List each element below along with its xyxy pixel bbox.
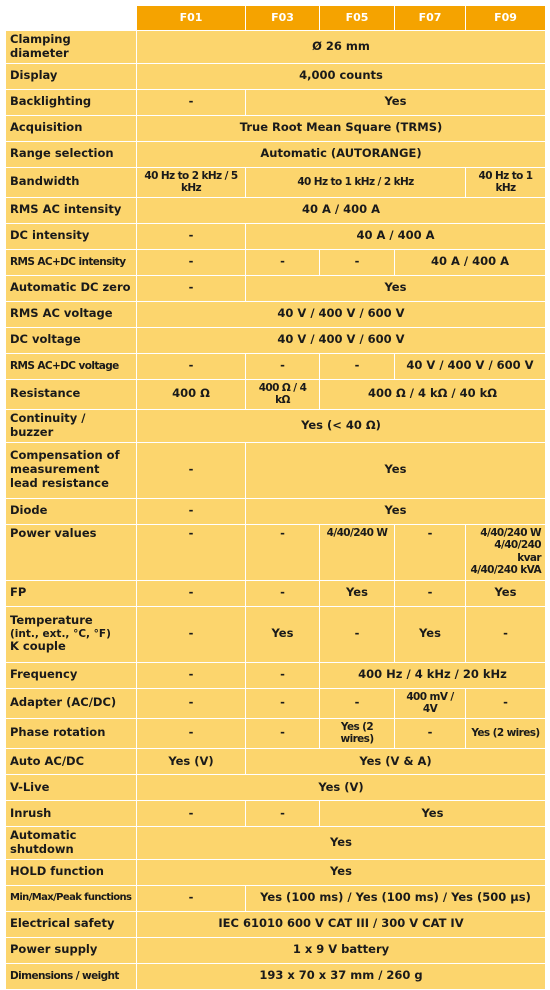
row-label: Phase rotation bbox=[6, 718, 137, 748]
row-label: Backlighting bbox=[6, 89, 137, 115]
row-range bbox=[6, 141, 546, 167]
cell-f01: - bbox=[137, 249, 246, 275]
cell-rest: Yes bbox=[246, 275, 546, 301]
header-f03: F03 bbox=[246, 6, 320, 31]
row-rms-acdc-voltage bbox=[6, 353, 546, 379]
cell-f05: - bbox=[320, 249, 395, 275]
row-label: Electrical safety bbox=[6, 911, 137, 937]
cell-f01: 400 Ω bbox=[137, 379, 246, 409]
row-minmax bbox=[6, 885, 546, 911]
cell-f03: - bbox=[246, 580, 320, 606]
cell-f01: - bbox=[137, 606, 246, 662]
cell-all: IEC 61010 600 V CAT III / 300 V CAT IV bbox=[137, 911, 546, 937]
row-label: Diode bbox=[6, 498, 137, 524]
row-vlive bbox=[6, 774, 546, 800]
cell-line: 4/40/240 kvar bbox=[494, 539, 541, 564]
cell-all: 1 x 9 V battery bbox=[137, 937, 546, 963]
row-label: Adapter (AC/DC) bbox=[6, 688, 137, 718]
cell-f09: Yes bbox=[466, 580, 546, 606]
row-label-line: Temperature bbox=[10, 612, 93, 627]
header-corner bbox=[6, 6, 137, 31]
row-label: Continuity / buzzer bbox=[6, 409, 137, 442]
row-label: FP bbox=[6, 580, 137, 606]
cell-f03: - bbox=[246, 688, 320, 718]
cell-all: 40 V / 400 V / 600 V bbox=[137, 301, 546, 327]
cell-f05: - bbox=[320, 353, 395, 379]
row-rms-ac-intensity bbox=[6, 197, 546, 223]
cell-f01: 40 Hz to 2 kHz / 5 kHz bbox=[137, 167, 246, 197]
cell-all: True Root Mean Square (TRMS) bbox=[137, 115, 546, 141]
row-diode bbox=[6, 498, 546, 524]
cell-all: Yes (< 40 Ω) bbox=[137, 409, 546, 442]
row-display bbox=[6, 63, 546, 89]
row-label: RMS AC voltage bbox=[6, 301, 137, 327]
cell-all: 40 V / 400 V / 600 V bbox=[137, 327, 546, 353]
header-f05: F05 bbox=[320, 6, 395, 31]
cell-all: Ø 26 mm bbox=[137, 31, 546, 64]
cell-f05: - bbox=[320, 606, 395, 662]
row-adapter bbox=[6, 688, 546, 718]
cell-rest: Yes bbox=[246, 442, 546, 498]
row-rms-acdc-intensity bbox=[6, 249, 546, 275]
row-label-line: measurement bbox=[10, 462, 100, 477]
cell-f09: - bbox=[466, 688, 546, 718]
cell-rest: Yes bbox=[246, 498, 546, 524]
row-temperature bbox=[6, 606, 546, 662]
row-label: Automatic DC zero bbox=[6, 275, 137, 301]
row-auto-acdc bbox=[6, 748, 546, 774]
cell-f01: - bbox=[137, 662, 246, 688]
cell-f09: - bbox=[466, 606, 546, 662]
row-label: DC voltage bbox=[6, 327, 137, 353]
row-label: HOLD function bbox=[6, 859, 137, 885]
row-label: RMS AC intensity bbox=[6, 197, 137, 223]
cell-f05: - bbox=[320, 688, 395, 718]
cell-f01: - bbox=[137, 353, 246, 379]
row-label: Auto AC/DC bbox=[6, 748, 137, 774]
row-frequency bbox=[6, 662, 546, 688]
cell-f03: - bbox=[246, 800, 320, 826]
cell-all: 40 A / 400 A bbox=[137, 197, 546, 223]
cell-rest: Yes (100 ms) / Yes (100 ms) / Yes (500 µs) bbox=[246, 885, 546, 911]
row-dc-voltage bbox=[6, 327, 546, 353]
cell-all: 193 x 70 x 37 mm / 260 g bbox=[137, 963, 546, 989]
cell-all: Yes bbox=[137, 859, 546, 885]
row-hold bbox=[6, 859, 546, 885]
row-label: Frequency bbox=[6, 662, 137, 688]
cell-f03: Yes bbox=[246, 606, 320, 662]
cell-f03-f07: 40 Hz to 1 kHz / 2 kHz bbox=[246, 167, 466, 197]
row-backlighting bbox=[6, 89, 546, 115]
cell-f07: - bbox=[395, 580, 466, 606]
row-label: Power values bbox=[6, 524, 137, 580]
cell-f05-f09: 400 Hz / 4 kHz / 20 kHz bbox=[320, 662, 546, 688]
row-label-line: lead resistance bbox=[10, 475, 109, 490]
cell-f01: - bbox=[137, 223, 246, 249]
cell-rest: Yes (V & A) bbox=[246, 748, 546, 774]
cell-f01: - bbox=[137, 498, 246, 524]
cell-f01: - bbox=[137, 580, 246, 606]
header-f09: F09 bbox=[466, 6, 546, 31]
cell-f07: Yes bbox=[395, 606, 466, 662]
row-acquisition bbox=[6, 115, 546, 141]
cell-rest: 40 A / 400 A bbox=[246, 223, 546, 249]
row-phase bbox=[6, 718, 546, 748]
cell-f01: - bbox=[137, 885, 246, 911]
row-label bbox=[6, 606, 137, 662]
row-dimensions bbox=[6, 963, 546, 989]
row-label-line: K couple bbox=[10, 639, 66, 654]
row-power bbox=[6, 524, 546, 580]
row-label: V-Live bbox=[6, 774, 137, 800]
row-label: Clamping diameter bbox=[6, 31, 137, 64]
cell-f01: - bbox=[137, 89, 246, 115]
row-fp bbox=[6, 580, 546, 606]
cell-f09: 40 Hz to 1 kHz bbox=[466, 167, 546, 197]
cell-f07: - bbox=[395, 524, 466, 580]
row-label: RMS AC+DC intensity bbox=[6, 249, 137, 275]
cell-f01: - bbox=[137, 800, 246, 826]
row-label: Range selection bbox=[6, 141, 137, 167]
row-rms-ac-voltage bbox=[6, 301, 546, 327]
row-label-line: (int., ext., °C, °F) bbox=[10, 627, 111, 640]
cell-f01: - bbox=[137, 524, 246, 580]
cell-all: Automatic (AUTORANGE) bbox=[137, 141, 546, 167]
header-row bbox=[6, 6, 546, 31]
cell-f05: Yes (2 wires) bbox=[320, 718, 395, 748]
row-resistance bbox=[6, 379, 546, 409]
row-label: Dimensions / weight bbox=[6, 963, 137, 989]
cell-f09: Yes (2 wires) bbox=[466, 718, 546, 748]
cell-all: 4,000 counts bbox=[137, 63, 546, 89]
row-label: Min/Max/Peak functions bbox=[6, 885, 137, 911]
cell-f05: 4/40/240 W bbox=[320, 524, 395, 580]
cell-f05-f09: Yes bbox=[320, 800, 546, 826]
cell-f01: - bbox=[137, 442, 246, 498]
row-label-line: Compensation of bbox=[10, 448, 120, 463]
header-f07: F07 bbox=[395, 6, 466, 31]
row-label: DC intensity bbox=[6, 223, 137, 249]
header-f01: F01 bbox=[137, 6, 246, 31]
cell-f03: - bbox=[246, 718, 320, 748]
cell-line: 4/40/240 W bbox=[480, 526, 541, 539]
cell-f01: - bbox=[137, 718, 246, 748]
cell-f07-f09: 40 A / 400 A bbox=[395, 249, 546, 275]
cell-f03: - bbox=[246, 353, 320, 379]
cell-f01: - bbox=[137, 275, 246, 301]
cell-f01: - bbox=[137, 688, 246, 718]
cell-f07-f09: 40 V / 400 V / 600 V bbox=[395, 353, 546, 379]
row-power-supply bbox=[6, 937, 546, 963]
row-shutdown bbox=[6, 826, 546, 859]
row-bandwidth bbox=[6, 167, 546, 197]
row-inrush bbox=[6, 800, 546, 826]
row-label: Display bbox=[6, 63, 137, 89]
cell-f09 bbox=[466, 524, 546, 580]
cell-f01: Yes (V) bbox=[137, 748, 246, 774]
row-clamping bbox=[6, 31, 546, 64]
cell-rest: Yes bbox=[246, 89, 546, 115]
row-dc-intensity bbox=[6, 223, 546, 249]
cell-f03: - bbox=[246, 249, 320, 275]
cell-f03: - bbox=[246, 662, 320, 688]
cell-line: 4/40/240 kVA bbox=[470, 564, 541, 577]
row-label: Acquisition bbox=[6, 115, 137, 141]
cell-f07: - bbox=[395, 718, 466, 748]
cell-f05-f09: 400 Ω / 4 kΩ / 40 kΩ bbox=[320, 379, 546, 409]
row-label: Automatic shutdown bbox=[6, 826, 137, 859]
row-continuity bbox=[6, 409, 546, 442]
row-auto-dc-zero bbox=[6, 275, 546, 301]
row-label: Bandwidth bbox=[6, 167, 137, 197]
row-label: Power supply bbox=[6, 937, 137, 963]
cell-all: Yes bbox=[137, 826, 546, 859]
cell-f07: 400 mV / 4V bbox=[395, 688, 466, 718]
row-label bbox=[6, 442, 137, 498]
row-label: Inrush bbox=[6, 800, 137, 826]
cell-f03: 400 Ω / 4 kΩ bbox=[246, 379, 320, 409]
row-compensation bbox=[6, 442, 546, 498]
cell-all: Yes (V) bbox=[137, 774, 546, 800]
row-label: Resistance bbox=[6, 379, 137, 409]
spec-table bbox=[5, 5, 546, 990]
row-label: RMS AC+DC voltage bbox=[6, 353, 137, 379]
row-safety bbox=[6, 911, 546, 937]
cell-f05: Yes bbox=[320, 580, 395, 606]
cell-f03: - bbox=[246, 524, 320, 580]
